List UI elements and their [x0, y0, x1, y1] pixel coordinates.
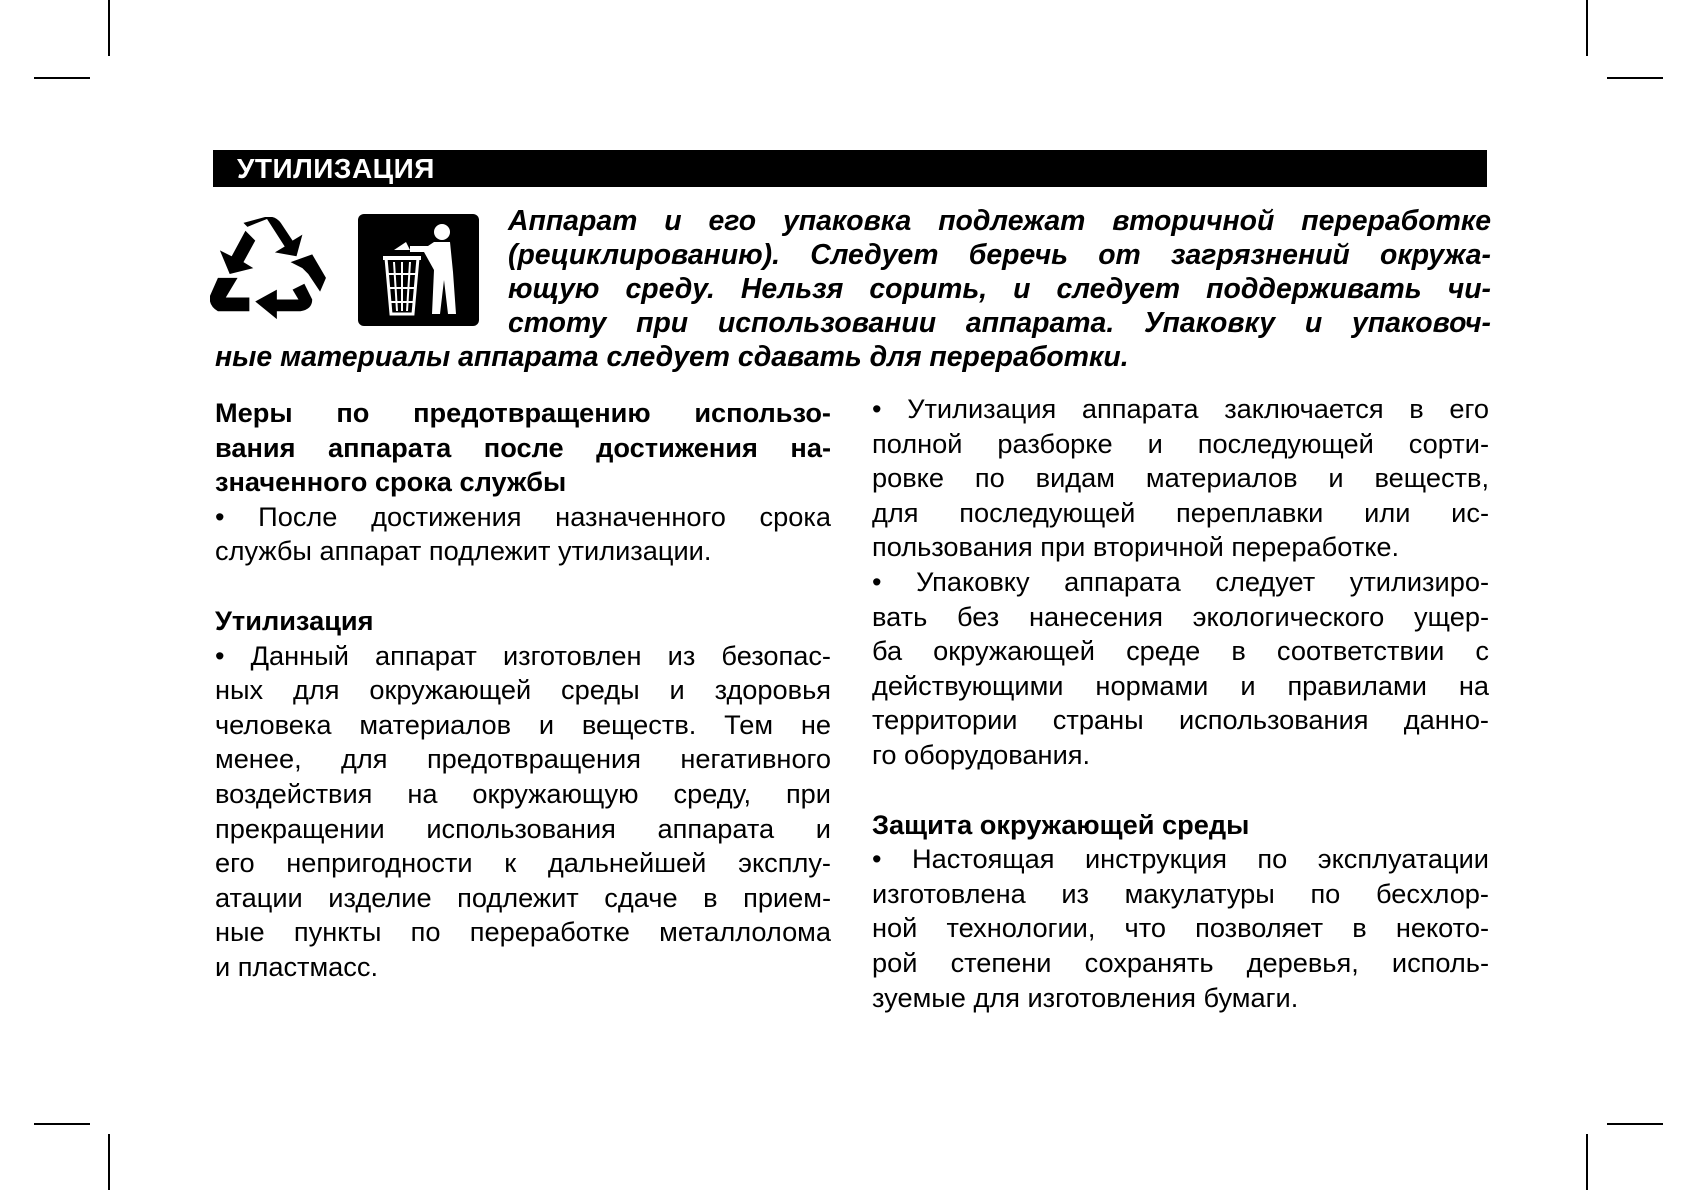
intro-paragraph — [215, 204, 1491, 374]
intro-line: стоту при использовании аппарата. Упаковку и упаковоч- — [508, 307, 1491, 339]
paragraph-disposal: • Данный аппарат изготовлен из безопас- ных для окружающей среды и здоровья человека материалов и веществ. Тем не менее, для предотвращения негативного воздействия на окружающую среду, при прекращении использования аппарата и его непригодности к дальнейшей эксплу- атации изделие подлежит сдаче в прием- ные пункты по переработке металлолома и пластмасс. — [215, 639, 831, 982]
intro-line: (рециклированию). Следует беречь от загрязнений окружа- — [508, 239, 1491, 271]
crop-mark — [1586, 1134, 1588, 1190]
left-column — [215, 396, 831, 985]
paragraph-dismantling: • Утилизация аппарата заключается в его полной разборке и последующей сорти- ровке по видам материалов и веществ, для последующей переплавки или ис- пользования при вторичной переработке. — [872, 393, 1489, 563]
crop-mark — [108, 1134, 110, 1190]
crop-mark — [34, 1123, 90, 1125]
right-column — [872, 392, 1489, 1015]
heading-disposal: Утилизация — [215, 604, 374, 636]
paragraph-environment: • Настоящая инструкция по эксплуатации изготовлена из макулатуры по бесхлор- ной технологии, что позволяет в некото- рой степени сохранять деревья, исполь- зуемые для изготовления бумаги. — [872, 843, 1489, 1013]
paragraph-packaging: • Упаковку аппарата следует утилизиро- вать без нанесения экологического ущер- ба окружающей среде в соответствии с действующими нормами и правилами на территории страны использования данно- го оборудования. — [872, 565, 1489, 770]
crop-mark — [1586, 0, 1588, 56]
paragraph-service-life: • После достижения назначенного срока службы аппарат подлежит утилизации. — [215, 500, 831, 567]
crop-mark — [1607, 77, 1663, 79]
crop-mark — [1607, 1123, 1663, 1125]
crop-mark — [34, 77, 90, 79]
heading-prevention: Меры по предотвращению использо- вания аппарата после достижения на- значенного срока службы — [215, 397, 831, 498]
intro-line: ные материалы аппарата следует сдавать для переработки. — [215, 341, 1129, 373]
crop-mark — [108, 0, 110, 56]
intro-line: Аппарат и его упаковка подлежат вторичной переработке — [508, 205, 1491, 237]
heading-environment: Защита окружающей среды — [872, 808, 1250, 840]
section-title: УТИЛИЗАЦИЯ — [213, 150, 1487, 187]
intro-line: ющую среду. Нельзя сорить, и следует поддерживать чи- — [508, 273, 1491, 305]
